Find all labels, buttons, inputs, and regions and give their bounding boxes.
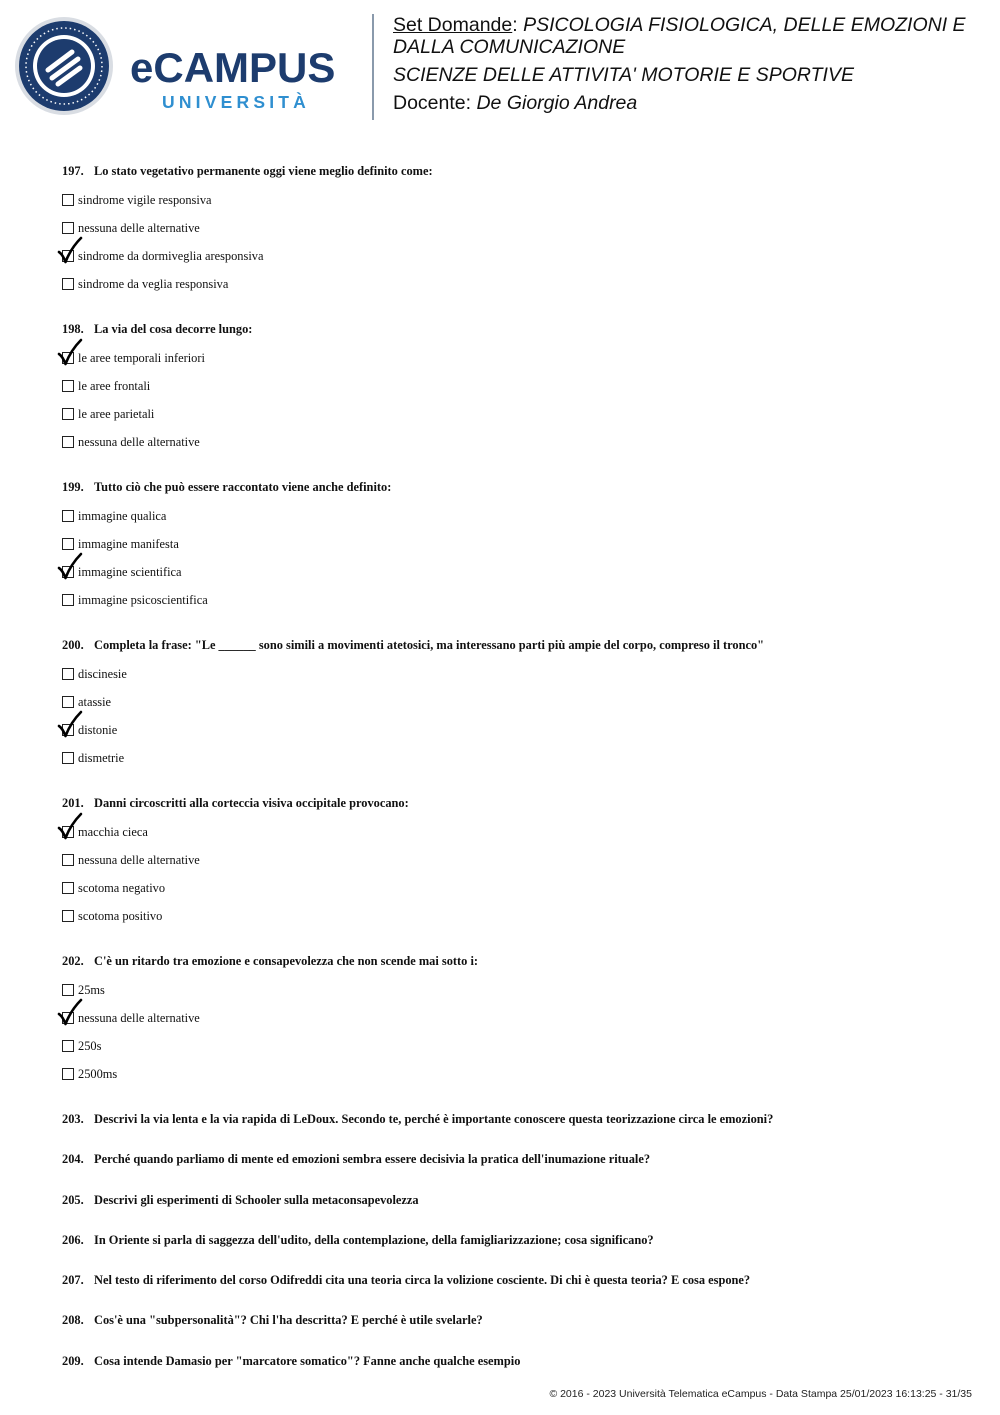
answer-option[interactable] [62,186,962,214]
question-block [62,950,962,1088]
question-title [62,950,962,972]
question-number: 198. [62,322,84,336]
answer-label: immagine scientifica [78,565,182,579]
question-block [62,792,962,930]
checkmark-icon [57,999,83,1025]
answer-option[interactable] [62,688,962,716]
answer-label: le aree temporali inferiori [78,351,205,365]
open-question [62,1309,962,1331]
answer-option[interactable] [62,660,962,688]
question-number: 206. [62,1232,84,1247]
answer-label: sindrome da veglia responsiva [78,277,229,291]
answer-checkbox[interactable] [62,250,74,262]
question-text: La via del cosa decorre lungo: [94,322,253,336]
course-title-line [393,14,983,36]
answer-option[interactable] [62,400,962,428]
answer-label: nessuna delle alternative [78,853,200,867]
question-number: 201. [62,796,84,810]
question-number: 199. [62,480,84,494]
answer-checkbox[interactable] [62,1068,74,1080]
answer-options [62,502,962,614]
degree-name: SCIENZE DELLE ATTIVITA' MOTORIE E SPORTIVE [393,64,854,86]
answer-label: atassie [78,695,112,709]
answer-option[interactable] [62,818,962,846]
question-text: Cos'è una "subpersonalità"? Chi l'ha descritta? E perché è utile svelarle? [94,1313,483,1328]
header-info [393,14,983,114]
answer-checkbox[interactable] [62,668,74,680]
question-number: 197. [62,164,84,178]
answer-option[interactable] [62,874,962,902]
question-block [62,318,962,456]
answer-option[interactable] [62,530,962,558]
answer-option[interactable] [62,270,962,298]
answer-label: sindrome vigile responsiva [78,193,212,207]
question-number: 209. [62,1353,84,1368]
answer-options [62,976,962,1088]
page-header [0,0,1000,130]
question-title [62,476,962,498]
checkmark-icon [57,339,83,365]
question-text: Completa la frase: "Le ______ sono simili a movimenti atetosici, ma interessano parti più ampie del corpo, compreso il tronco" [94,638,765,652]
question-text: Cosa intende Damasio per "marcatore somatico"? Fanne anche qualche esempio [94,1353,521,1368]
question-text: Danni circoscritti alla corteccia visiva occipitale provocano: [94,796,409,810]
answer-checkbox[interactable] [62,1012,74,1024]
answer-options [62,186,962,298]
question-text: Perché quando parliamo di mente ed emozioni sembra essere decisivia la pratica dell'inumazione rituale? [94,1152,651,1167]
answer-option[interactable] [62,1032,962,1060]
question-text: Nel testo di riferimento del corso Odifreddi cita una teoria circa la volizione cosciente. Di chi è questa teoria? E cosa espone? [94,1273,751,1288]
question-block [62,476,962,614]
answer-checkbox[interactable] [62,436,74,448]
answer-checkbox[interactable] [62,854,74,866]
answer-options [62,660,962,772]
answer-checkbox[interactable] [62,408,74,420]
answer-option[interactable] [62,1004,962,1032]
header-divider [372,14,374,120]
open-question [62,1350,962,1372]
checkmark-icon [57,237,83,263]
answer-checkbox[interactable] [62,510,74,522]
question-title [62,160,962,182]
checkmark-icon [57,711,83,737]
answer-label: le aree parietali [78,407,155,421]
answer-label: 2500ms [78,1067,118,1081]
open-question [62,1229,962,1251]
course-title: PSICOLOGIA FISIOLOGICA, DELLE EMOZIONI E [523,14,966,36]
svg-text:UNIVERSITÀ: UNIVERSITÀ [162,92,310,112]
question-text: In Oriente si parla di saggezza dell'udito, della contemplazione, della famigliarizzazione; cosa significano? [94,1232,654,1247]
answer-label: macchia cieca [78,825,148,839]
answer-option[interactable] [62,428,962,456]
answer-label: distonie [78,723,118,737]
set-label: Set Domande [393,14,513,36]
answer-options [62,344,962,456]
answer-checkbox[interactable] [62,984,74,996]
answer-label: immagine manifesta [78,537,179,551]
checkmark-icon [57,813,83,839]
open-question [62,1108,962,1130]
teacher-label: Docente: [393,92,477,114]
question-title [62,318,962,340]
answer-option[interactable] [62,902,962,930]
open-question [62,1148,962,1170]
answer-checkbox[interactable] [62,380,74,392]
question-number: 202. [62,954,84,968]
question-number: 208. [62,1313,84,1328]
answer-option[interactable] [62,214,962,242]
question-number: 207. [62,1273,84,1288]
answer-label: nessuna delle alternative [78,435,200,449]
answer-option[interactable] [62,744,962,772]
question-number: 203. [62,1112,84,1126]
question-text: Lo stato vegetativo permanente oggi viene meglio definito come: [94,164,433,178]
answer-label: discinesie [78,667,127,681]
answer-label: dismetrie [78,751,125,765]
answer-checkbox[interactable] [62,352,74,364]
answer-checkbox[interactable] [62,566,74,578]
answer-checkbox[interactable] [62,594,74,606]
teacher-line [393,92,983,114]
answer-checkbox[interactable] [62,882,74,894]
logo-wordmark [130,44,335,112]
answer-checkbox[interactable] [62,278,74,290]
answer-label: le aree frontali [78,379,151,393]
question-text: Tutto ciò che può essere raccontato viene anche definito: [94,480,392,494]
question-number: 200. [62,638,84,652]
answer-checkbox[interactable] [62,696,74,708]
answer-checkbox[interactable] [62,724,74,736]
answer-option[interactable] [62,1060,962,1088]
answer-option[interactable] [62,846,962,874]
answer-option[interactable] [62,586,962,614]
answer-checkbox[interactable] [62,222,74,234]
ecampus-logo [14,14,364,118]
question-number: 205. [62,1192,84,1207]
answer-label: immagine qualica [78,509,167,523]
teacher-name: De Giorgio Andrea [476,92,638,114]
question-text: Descrivi la via lenta e la via rapida di LeDoux. Secondo te, perché è importante conoscere questa teorizzazione circa le emozioni? [94,1112,774,1126]
answer-option[interactable] [62,558,962,586]
answer-option[interactable] [62,344,962,372]
answer-checkbox[interactable] [62,538,74,550]
answer-label: 250s [78,1039,102,1053]
answer-option[interactable] [62,716,962,744]
answer-checkbox[interactable] [62,910,74,922]
answer-label: scotoma positivo [78,909,163,923]
answer-option[interactable] [62,976,962,1004]
question-text: C'è un ritardo tra emozione e consapevolezza che non scende mai sotto i: [94,954,479,968]
course-title-continued: DALLA COMUNICAZIONE [393,36,626,58]
open-question [62,1189,962,1211]
answer-option[interactable] [62,242,962,270]
question-title [62,792,962,814]
open-question [62,1269,962,1291]
answer-option[interactable] [62,502,962,530]
question-block [62,160,962,298]
answer-label: 25ms [78,983,105,997]
answer-checkbox[interactable] [62,826,74,838]
answer-label: nessuna delle alternative [78,221,200,235]
question-list [62,160,962,1390]
question-number: 204. [62,1152,84,1167]
checkmark-icon [57,553,83,579]
set-separator: : [512,14,524,36]
question-text: Descrivi gli esperimenti di Schooler sulla metaconsapevolezza [94,1192,419,1207]
answer-label: nessuna delle alternative [78,1011,200,1025]
answer-checkbox[interactable] [62,194,74,206]
answer-checkbox[interactable] [62,752,74,764]
answer-options [62,818,962,930]
answer-checkbox[interactable] [62,1040,74,1052]
question-title [62,634,962,656]
svg-text:eCAMPUS: eCAMPUS [130,44,336,91]
question-block [62,634,962,772]
answer-label: scotoma negativo [78,881,166,895]
answer-label: sindrome da dormiveglia aresponsiva [78,249,264,263]
page-footer: © 2016 - 2023 Università Telematica eCampus - Data Stampa 25/01/2023 16:13:25 - 31/35 [549,1388,972,1400]
answer-option[interactable] [62,372,962,400]
answer-label: immagine psicoscientifica [78,593,208,607]
